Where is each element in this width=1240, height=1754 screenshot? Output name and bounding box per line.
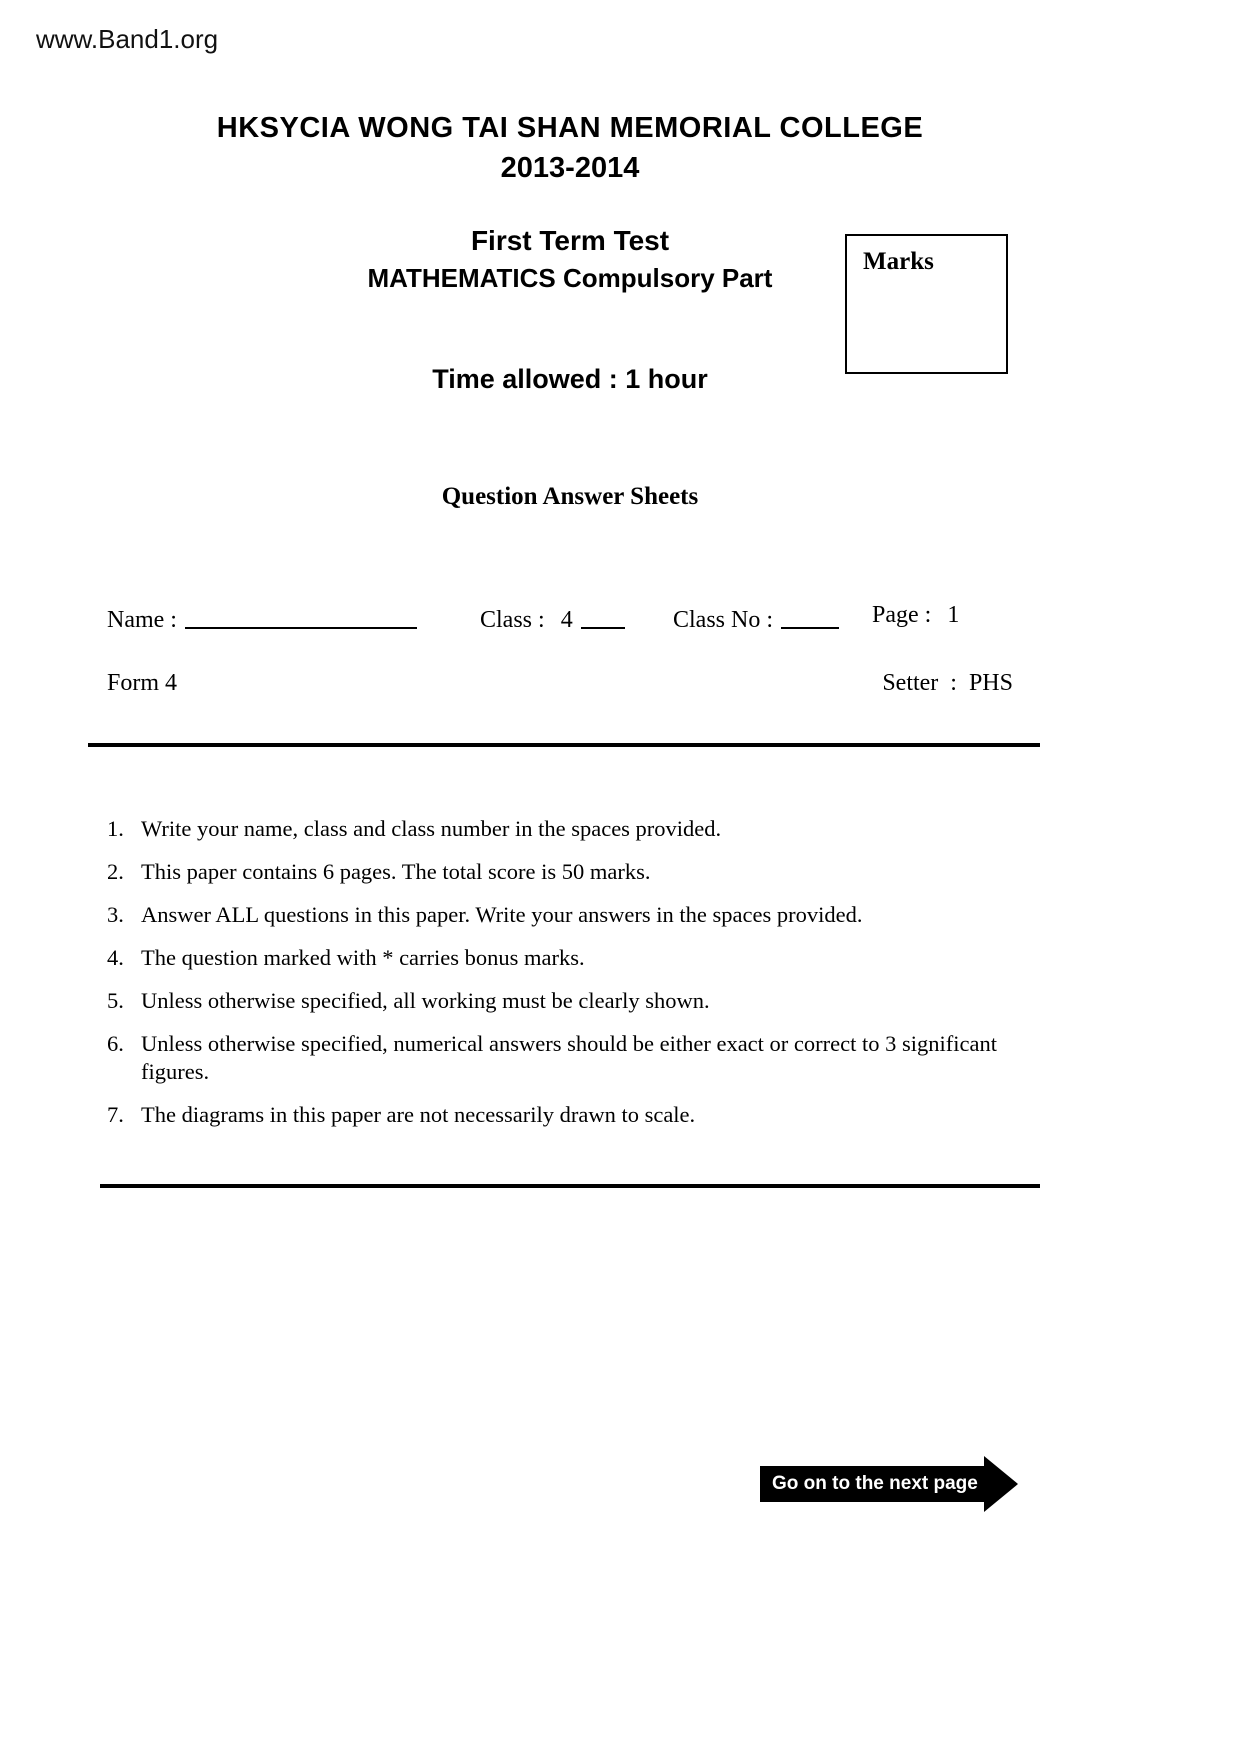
class-field [480,602,625,634]
instruction-number: 5. [107,988,124,1013]
class-value: 4 [560,606,573,633]
instruction-item [107,815,1040,843]
name-label: Name : [107,606,177,633]
instruction-number: 4. [107,945,124,970]
class-no-field [673,602,839,634]
instruction-text: Unless otherwise specified, numerical answers should be either exact or correct to 3 significant figures. [141,1031,997,1084]
marks-box [845,234,1008,374]
student-info-row [0,602,1240,644]
instruction-number: 3. [107,902,124,927]
class-blank [581,604,625,629]
time-allowed: Time allowed : 1 hour [432,364,708,394]
instructions-list [107,815,1040,1144]
sheet-title: Question Answer Sheets [441,483,699,510]
divider-bottom [100,1184,1040,1188]
school-year: 2013-2014 [500,152,640,184]
school-name: HKSYCIA WONG TAI SHAN MEMORIAL COLLEGE [216,112,924,144]
instruction-text: This paper contains 6 pages. The total score is 50 marks. [141,859,651,884]
instruction-text: Unless otherwise specified, all working must be clearly shown. [141,988,710,1013]
class-no-label: Class No : [673,606,774,633]
name-field [107,602,417,634]
name-blank [185,604,417,629]
next-page-banner [760,1456,1018,1512]
watermark-url: www.Band1.org [36,24,219,54]
instruction-number: 6. [107,1031,124,1056]
instruction-item [107,901,1040,929]
instruction-number: 1. [107,816,124,841]
instruction-item [107,858,1040,886]
instruction-text: The diagrams in this paper are not necessarily drawn to scale. [141,1102,696,1127]
form-label: Form 4 [107,670,178,696]
instruction-text: The question marked with * carries bonus marks. [141,945,585,970]
instruction-text: Answer ALL questions in this paper. Write your answers in the spaces provided. [141,902,863,927]
instruction-number: 7. [107,1102,124,1127]
instruction-item [107,1101,1040,1129]
next-page-label: Go on to the next page [760,1466,984,1502]
instruction-number: 2. [107,859,124,884]
arrow-right-icon [984,1456,1018,1512]
subject-title: MATHEMATICS Compulsory Part [367,263,773,293]
instruction-text: Write your name, class and class number in the spaces provided. [141,816,722,841]
class-label: Class : [480,606,545,633]
class-no-blank [781,604,839,629]
instruction-item [107,1030,1040,1086]
page-field [872,602,959,629]
test-title: First Term Test [470,225,670,256]
setter-label: Setter : PHS [882,670,1013,696]
divider-top [88,743,1040,747]
page-number: 1 [947,602,960,628]
instruction-item [107,944,1040,972]
instruction-item [107,987,1040,1015]
marks-label: Marks [863,248,934,275]
form-setter-row [0,670,1240,710]
page-label: Page : [872,602,932,628]
